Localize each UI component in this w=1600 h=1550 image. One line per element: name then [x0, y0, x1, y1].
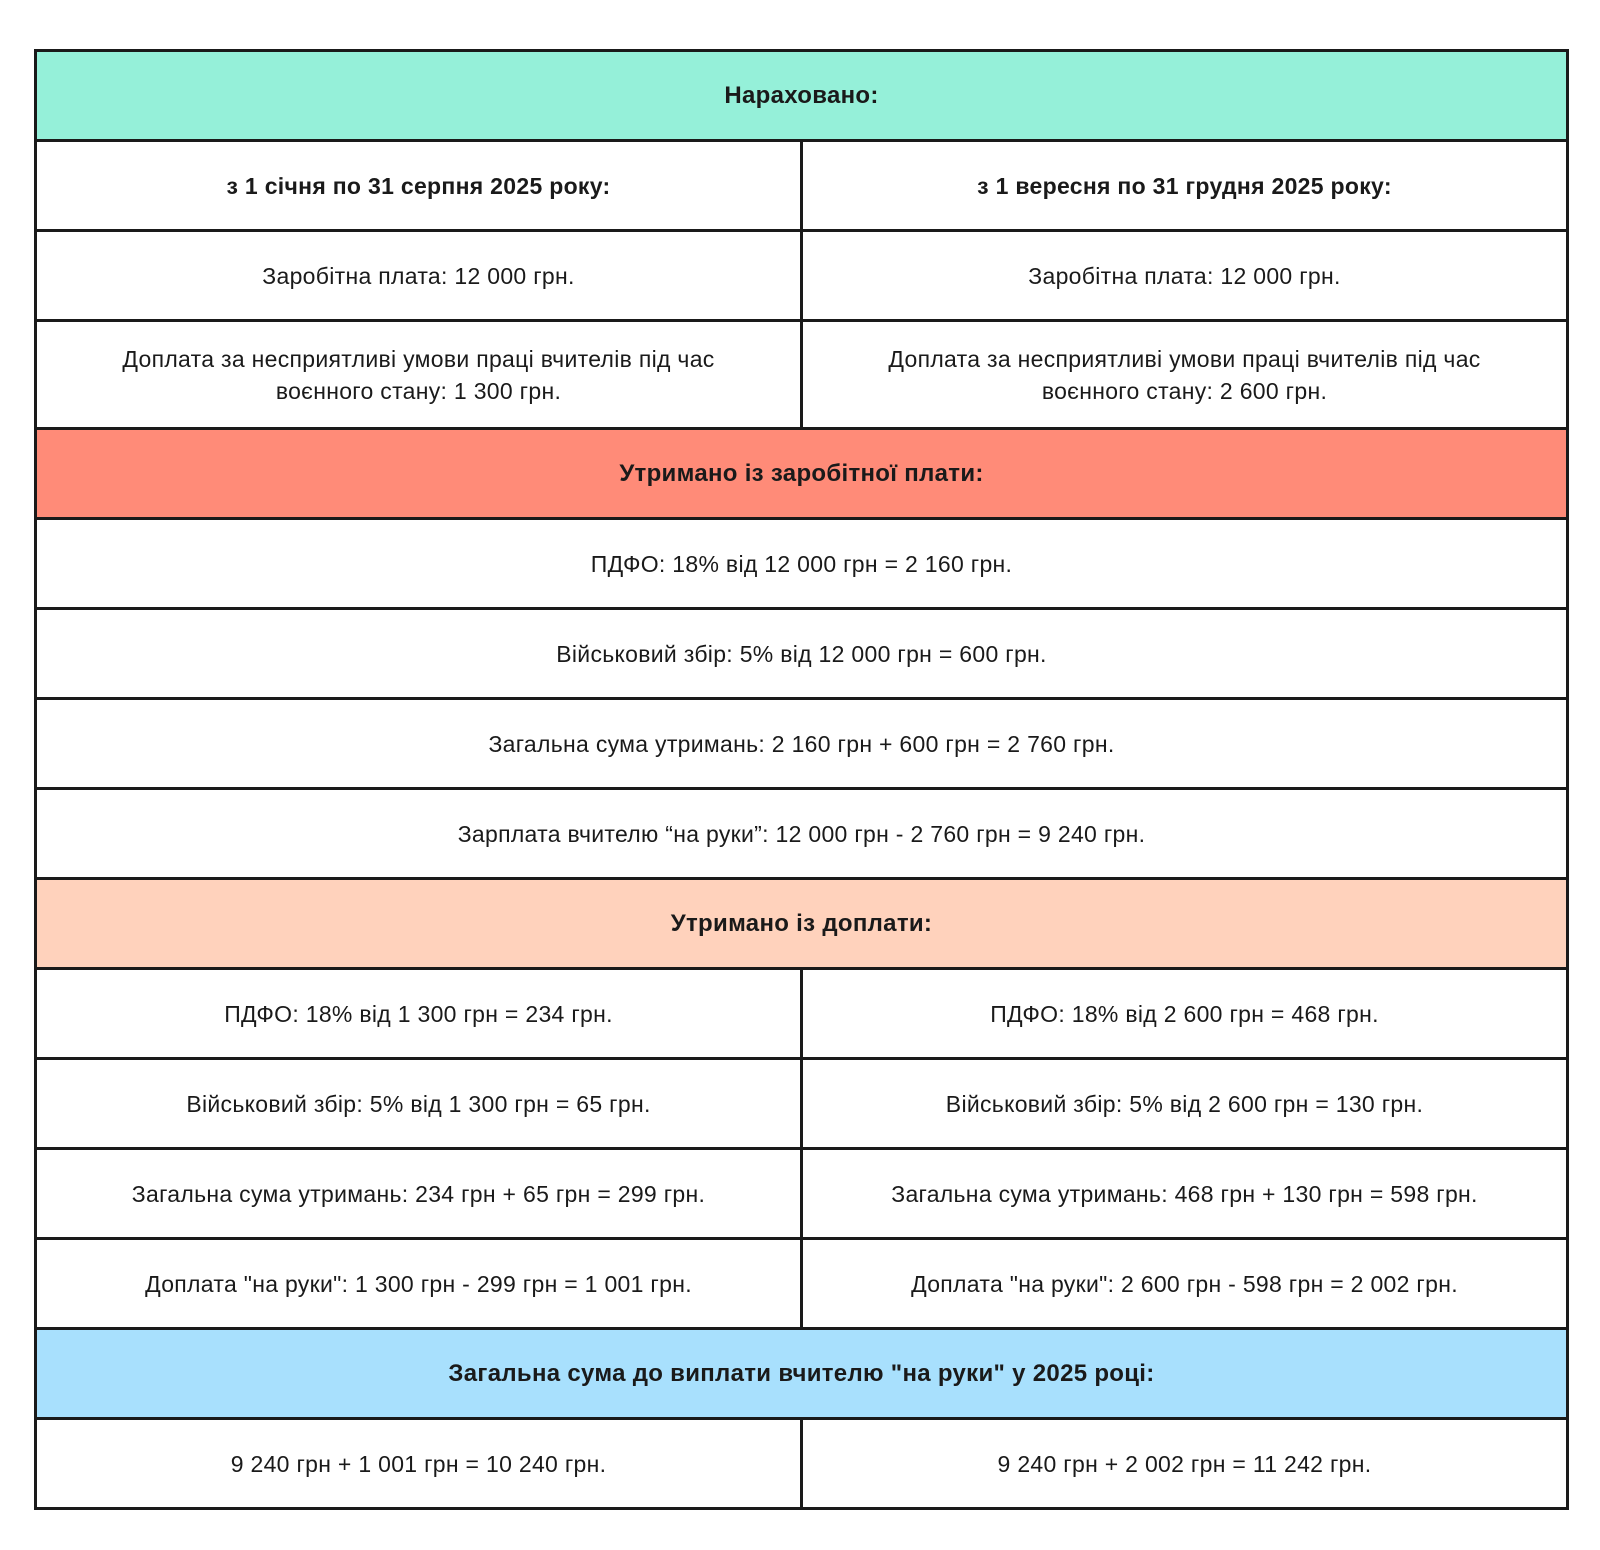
grand-total-header-row — [36, 1329, 1568, 1419]
bonus-military-row — [36, 1059, 1568, 1149]
salary-pit: ПДФО: 18% від 12 000 грн = 2 160 грн. — [36, 519, 1568, 609]
salary-net-row — [36, 789, 1568, 879]
grand-total-period-1: 9 240 грн + 1 001 грн = 10 240 грн. — [36, 1419, 802, 1509]
bonus-pit-period-2: ПДФО: 18% від 2 600 грн = 468 грн. — [802, 969, 1568, 1059]
salary-total-deductions: Загальна сума утримань: 2 160 грн + 600 грн = 2 760 грн. — [36, 699, 1568, 789]
salary-net: Зарплата вчителю “на руки”: 12 000 грн - 2 760 грн = 9 240 грн. — [36, 789, 1568, 879]
bonus-total-period-2: Загальна сума утримань: 468 грн + 130 грн = 598 грн. — [802, 1149, 1568, 1239]
bonus-pit-row — [36, 969, 1568, 1059]
bonus-total-row — [36, 1149, 1568, 1239]
bonus-net-row — [36, 1239, 1568, 1329]
salary-period-1: Заробітна плата: 12 000 грн. — [36, 231, 802, 321]
period-2-heading: з 1 вересня по 31 грудня 2025 року: — [802, 141, 1568, 231]
salary-calculation-table — [34, 49, 1569, 1510]
bonus-deductions-title: Утримано із доплати: — [36, 879, 1568, 969]
salary-deductions-header-row — [36, 429, 1568, 519]
salary-military-levy: Військовий збір: 5% від 12 000 грн = 600 грн. — [36, 609, 1568, 699]
bonus-net-period-2: Доплата "на руки": 2 600 грн - 598 грн = 2 002 грн. — [802, 1239, 1568, 1329]
bonus-period-1: Доплата за несприятливі умови праці вчителів під час воєнного стану: 1 300 грн. — [36, 321, 802, 429]
bonus-row — [36, 321, 1568, 429]
period-1-heading: з 1 січня по 31 серпня 2025 року: — [36, 141, 802, 231]
salary-period-2: Заробітна плата: 12 000 грн. — [802, 231, 1568, 321]
grand-total-row — [36, 1419, 1568, 1509]
salary-total-row — [36, 699, 1568, 789]
bonus-total-period-1: Загальна сума утримань: 234 грн + 65 грн = 299 грн. — [36, 1149, 802, 1239]
grand-total-title: Загальна сума до виплати вчителю "на руки" у 2025 році: — [36, 1329, 1568, 1419]
bonus-deductions-header-row — [36, 879, 1568, 969]
salary-military-row — [36, 609, 1568, 699]
grand-total-period-2: 9 240 грн + 2 002 грн = 11 242 грн. — [802, 1419, 1568, 1509]
salary-deductions-title: Утримано із заробітної плати: — [36, 429, 1568, 519]
bonus-net-period-1: Доплата "на руки": 1 300 грн - 299 грн = 1 001 грн. — [36, 1239, 802, 1329]
accrued-header-row — [36, 51, 1568, 141]
bonus-military-period-1: Військовий збір: 5% від 1 300 грн = 65 грн. — [36, 1059, 802, 1149]
period-row — [36, 141, 1568, 231]
bonus-pit-period-1: ПДФО: 18% від 1 300 грн = 234 грн. — [36, 969, 802, 1059]
bonus-period-2: Доплата за несприятливі умови праці вчителів під час воєнного стану: 2 600 грн. — [802, 321, 1568, 429]
salary-row — [36, 231, 1568, 321]
salary-pit-row — [36, 519, 1568, 609]
bonus-military-period-2: Військовий збір: 5% від 2 600 грн = 130 грн. — [802, 1059, 1568, 1149]
accrued-title: Нараховано: — [36, 51, 1568, 141]
